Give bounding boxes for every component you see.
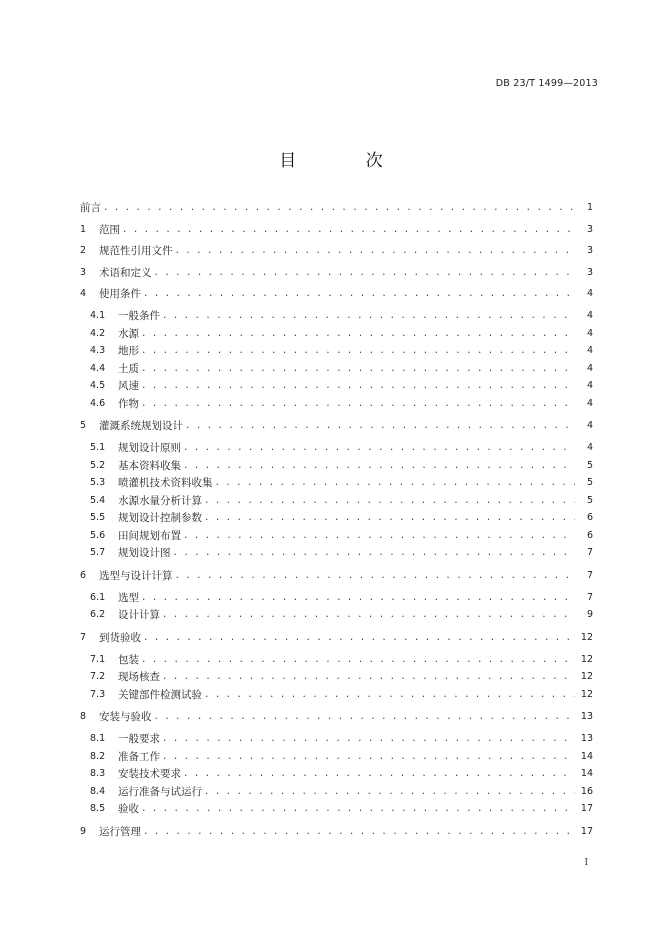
toc-entry-number: 6.2 xyxy=(90,609,106,620)
toc-entry-page: 5 xyxy=(586,459,593,471)
toc-entry-page: 4 xyxy=(586,397,593,409)
toc-entry-number: 5.4 xyxy=(90,494,106,506)
toc-leader-dots xyxy=(103,201,575,215)
toc-entry[interactable] xyxy=(80,631,593,645)
toc-entry-number: 4.3 xyxy=(90,345,106,356)
toc-entry-page: 12 xyxy=(580,631,593,643)
toc-entry[interactable] xyxy=(80,750,593,764)
toc-entry-page: 4 xyxy=(586,442,593,453)
toc-entry-label: 选型 xyxy=(118,591,139,604)
toc-entry[interactable] xyxy=(80,397,593,411)
toc-entry-label: 安装技术要求 xyxy=(118,768,181,780)
toc-entry-number: 5.2 xyxy=(90,459,106,471)
toc-entry-number: 8.4 xyxy=(90,785,106,797)
toc-entry-label: 喷灌机技术资料收集 xyxy=(118,477,213,489)
toc-leader-dots xyxy=(154,266,576,280)
toc-leader-dots xyxy=(183,459,575,473)
toc-leader-dots xyxy=(141,591,575,605)
toc-entry-label: 术语和定义 xyxy=(99,266,152,279)
toc-entry-label: 规划设计原则 xyxy=(118,442,181,454)
toc-entry[interactable] xyxy=(80,379,593,393)
toc-leader-dots xyxy=(204,511,575,525)
toc-entry-label: 到货验收 xyxy=(99,631,141,644)
toc-entry[interactable] xyxy=(80,710,593,724)
toc-entry[interactable] xyxy=(80,670,593,684)
toc-entry-label: 土质 xyxy=(118,362,139,375)
toc-entry-page: 14 xyxy=(580,750,593,762)
toc-entry[interactable] xyxy=(80,344,593,358)
toc-entry-page: 6 xyxy=(586,529,593,541)
toc-entry[interactable] xyxy=(80,494,593,508)
toc-entry-page: 4 xyxy=(586,380,593,391)
toc-entry-page: 13 xyxy=(580,711,593,722)
toc-entry-number: 5.6 xyxy=(90,529,106,541)
toc-entry-label: 前言 xyxy=(80,202,101,214)
toc-entry-label: 验收 xyxy=(118,803,139,815)
toc-entry-page: 3 xyxy=(586,223,593,235)
toc-entry-page: 5 xyxy=(586,494,593,506)
toc-entry-page: 9 xyxy=(586,609,593,620)
toc-entry[interactable] xyxy=(80,591,593,605)
toc-entry-number: 4.1 xyxy=(90,310,106,321)
toc-entry-page: 17 xyxy=(580,803,593,814)
toc-leader-dots xyxy=(162,750,575,764)
toc-entry-label: 灌溉系统规划设计 xyxy=(99,420,183,432)
toc-entry-page: 7 xyxy=(586,547,593,558)
toc-entry-page: 12 xyxy=(580,653,593,665)
toc-entry-page: 4 xyxy=(586,362,593,374)
toc-leader-dots xyxy=(215,476,576,490)
page-title: 目 次 xyxy=(279,151,415,171)
toc-entry[interactable] xyxy=(80,767,593,781)
toc-leader-dots xyxy=(143,631,575,645)
toc-entry-number: 6.1 xyxy=(90,591,106,603)
toc-entry-page: 7 xyxy=(586,591,593,603)
toc-entry-number: 4.6 xyxy=(90,397,106,409)
toc-entry[interactable] xyxy=(80,419,593,433)
toc-entry-label: 选型与设计计算 xyxy=(99,569,173,582)
toc-leader-dots xyxy=(175,569,576,583)
toc-leader-dots xyxy=(175,244,576,258)
toc-entry-label: 田间规划布置 xyxy=(118,529,181,542)
toc-leader-dots xyxy=(141,344,575,358)
toc-entry[interactable] xyxy=(80,529,593,543)
toc-entry-label: 地形 xyxy=(118,345,139,357)
toc-entry[interactable] xyxy=(80,223,593,237)
toc-entry-page: 4 xyxy=(586,288,593,299)
toc-entry-number: 8.5 xyxy=(90,803,106,814)
toc-entry-label: 水源水量分析计算 xyxy=(118,494,202,507)
toc-entry-label: 准备工作 xyxy=(118,750,160,763)
toc-entry-page: 16 xyxy=(580,785,593,797)
toc-entry-number: 6 xyxy=(80,569,87,581)
toc-entry-number: 7.1 xyxy=(90,653,106,665)
toc-entry[interactable] xyxy=(80,287,593,301)
toc-leader-dots xyxy=(143,287,575,301)
toc-entry[interactable] xyxy=(80,327,593,341)
toc-entry-page: 4 xyxy=(586,420,593,431)
toc-entry-number: 4 xyxy=(80,288,87,299)
toc-entry-number: 7 xyxy=(80,631,87,643)
toc-leader-dots xyxy=(204,688,575,702)
document-code: DB 23/T 1499—2013 xyxy=(495,78,598,89)
toc-entry[interactable] xyxy=(80,825,593,839)
toc-leader-dots xyxy=(122,223,575,237)
toc-leader-dots xyxy=(183,529,575,543)
toc-leader-dots xyxy=(141,802,575,816)
toc-leader-dots xyxy=(173,546,576,560)
toc-entry-label: 使用条件 xyxy=(99,288,141,300)
toc-entry-page: 14 xyxy=(580,768,593,779)
toc-entry-number: 7.3 xyxy=(90,688,106,700)
toc-entry-label: 包装 xyxy=(118,653,139,666)
toc-entry-number: 3 xyxy=(80,266,87,278)
toc-leader-dots xyxy=(204,785,575,799)
toc-entry-number: 4.2 xyxy=(90,327,106,339)
toc-entry-number: 8.2 xyxy=(90,750,106,762)
toc-entry-number: 5.5 xyxy=(90,512,106,523)
toc-entry-number: 8 xyxy=(80,711,87,722)
toc-entry[interactable] xyxy=(80,785,593,799)
toc-entry[interactable] xyxy=(80,441,593,455)
toc-entry-page: 7 xyxy=(586,569,593,581)
toc-entry-page: 4 xyxy=(586,345,593,356)
toc-entry[interactable] xyxy=(80,476,593,490)
table-of-contents xyxy=(80,201,593,839)
toc-entry[interactable] xyxy=(80,244,593,258)
toc-entry-label: 一般条件 xyxy=(118,310,160,322)
toc-entry[interactable] xyxy=(80,688,593,702)
toc-entry-number: 5.3 xyxy=(90,477,106,488)
toc-entry-number: 5.7 xyxy=(90,547,106,558)
toc-leader-dots xyxy=(154,710,576,724)
toc-entry-page: 6 xyxy=(586,512,593,523)
toc-entry-label: 关键部件检测试验 xyxy=(118,688,202,701)
toc-leader-dots xyxy=(162,309,575,323)
toc-entry-number: 5 xyxy=(80,420,87,431)
toc-entry[interactable] xyxy=(80,201,593,215)
toc-entry-page: 5 xyxy=(586,477,593,488)
toc-entry[interactable] xyxy=(80,459,593,473)
toc-entry-number: 1 xyxy=(80,223,87,235)
toc-entry-label: 运行准备与试运行 xyxy=(118,785,202,798)
toc-entry[interactable] xyxy=(80,802,593,816)
toc-entry-page: 12 xyxy=(580,671,593,682)
toc-leader-dots xyxy=(183,767,575,781)
toc-entry[interactable] xyxy=(80,569,593,583)
toc-entry-number: 8.3 xyxy=(90,768,106,779)
toc-entry-number: 7.2 xyxy=(90,671,106,682)
toc-entry-number: 5.1 xyxy=(90,442,106,453)
toc-leader-dots xyxy=(141,397,575,411)
toc-entry-number: 9 xyxy=(80,825,87,837)
toc-leader-dots xyxy=(162,732,575,746)
toc-entry[interactable] xyxy=(80,362,593,376)
toc-leader-dots xyxy=(143,825,575,839)
toc-leader-dots xyxy=(141,653,575,667)
toc-leader-dots xyxy=(141,362,575,376)
toc-leader-dots xyxy=(162,608,575,622)
toc-entry-label: 基本资料收集 xyxy=(118,459,181,472)
toc-entry[interactable] xyxy=(80,546,593,560)
toc-entry-number: 4.5 xyxy=(90,380,106,391)
toc-entry-page: 3 xyxy=(586,266,593,278)
page-number: I xyxy=(584,858,588,868)
toc-entry-page: 1 xyxy=(586,202,593,213)
toc-entry-label: 规划设计图 xyxy=(118,547,171,559)
toc-entry-label: 作物 xyxy=(118,397,139,410)
toc-leader-dots xyxy=(162,670,575,684)
toc-entry-label: 现场核查 xyxy=(118,671,160,683)
toc-leader-dots xyxy=(141,327,575,341)
toc-entry[interactable] xyxy=(80,266,593,280)
toc-entry[interactable] xyxy=(80,608,593,622)
toc-entry-label: 运行管理 xyxy=(99,825,141,838)
toc-entry-page: 4 xyxy=(586,310,593,321)
toc-leader-dots xyxy=(204,494,575,508)
toc-entry-label: 风速 xyxy=(118,380,139,392)
toc-entry-number: 2 xyxy=(80,245,87,256)
toc-entry-number: 4.4 xyxy=(90,362,106,374)
toc-leader-dots xyxy=(185,419,575,433)
toc-entry-page: 13 xyxy=(580,733,593,744)
toc-entry[interactable] xyxy=(80,732,593,746)
toc-entry-label: 规范性引用文件 xyxy=(99,245,173,257)
toc-entry-label: 水源 xyxy=(118,327,139,340)
toc-entry-label: 设计计算 xyxy=(118,609,160,621)
toc-entry-label: 规划设计控制参数 xyxy=(118,512,202,524)
toc-entry-number: 8.1 xyxy=(90,733,106,744)
toc-entry-label: 范围 xyxy=(99,223,120,236)
toc-entry-label: 安装与验收 xyxy=(99,711,152,723)
toc-entry-page: 12 xyxy=(580,688,593,700)
toc-leader-dots xyxy=(141,379,575,393)
toc-entry[interactable] xyxy=(80,653,593,667)
toc-entry-page: 3 xyxy=(586,245,593,256)
toc-entry-page: 17 xyxy=(580,825,593,837)
toc-entry[interactable] xyxy=(80,511,593,525)
toc-entry-page: 4 xyxy=(586,327,593,339)
toc-entry[interactable] xyxy=(80,309,593,323)
toc-entry-label: 一般要求 xyxy=(118,733,160,745)
toc-leader-dots xyxy=(183,441,575,455)
